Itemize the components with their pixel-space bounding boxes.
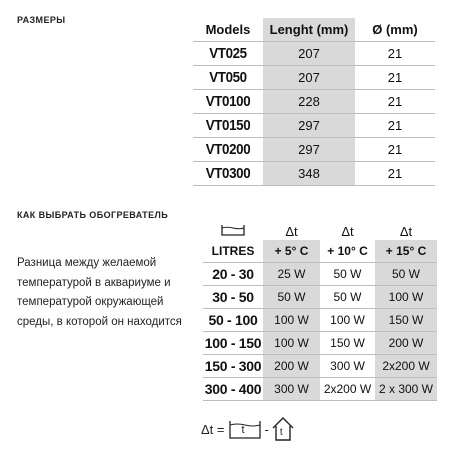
table-row (203, 309, 437, 332)
delta-symbol: Δt (341, 223, 354, 239)
power-cell: 100 W (263, 332, 320, 355)
power-cell: 150 W (320, 332, 375, 355)
model-cell: VT025 (196, 42, 260, 66)
length-cell: 297 (263, 114, 355, 138)
table-row (203, 378, 437, 401)
length-cell: 207 (263, 66, 355, 90)
litres-cell: 50 - 100 (203, 309, 263, 332)
delta-symbol: Δt (399, 223, 413, 239)
litres-cell: 20 - 30 (203, 263, 263, 286)
delta-formula (201, 414, 297, 444)
power-cell: 50 W (320, 286, 375, 309)
power-cell: 100 W (263, 309, 320, 332)
diameter-cell: 21 (355, 66, 435, 90)
tank-icon (203, 222, 263, 240)
litres-cell: 300 - 400 (203, 378, 263, 401)
house-temp-icon (272, 417, 294, 441)
heater-section-title: КАК ВЫБРАТЬ ОБОГРЕВАТЕЛЬ (17, 210, 169, 220)
house-temp-label: t (279, 427, 283, 438)
table-row (203, 332, 437, 355)
litres-cell: 150 - 300 (203, 355, 263, 378)
table-row (203, 263, 437, 286)
length-cell: 228 (263, 90, 355, 114)
length-cell: 348 (263, 162, 355, 186)
table-row (193, 138, 435, 162)
header-diameter: Ø (mm) (355, 18, 435, 42)
power-cell: 100 W (320, 309, 375, 332)
header-plus10: + 10° C (320, 240, 375, 263)
table-row (203, 286, 437, 309)
header-length: Lenght (mm) (263, 18, 355, 42)
power-cell: 300 W (263, 378, 320, 401)
length-cell: 207 (263, 42, 355, 66)
table-row (193, 162, 435, 186)
formula-minus: - (264, 421, 269, 437)
table-row (193, 66, 435, 90)
litres-cell: 30 - 50 (203, 286, 263, 309)
sizes-header-row (193, 18, 435, 42)
formula-lhs: Δt = (201, 421, 225, 437)
table-row (193, 114, 435, 138)
diameter-cell: 21 (355, 138, 435, 162)
litres-cell: 100 - 150 (203, 332, 263, 355)
delta-symbol: Δt (285, 223, 298, 239)
power-cell: 50 W (375, 263, 437, 286)
heater-header-row (203, 240, 437, 263)
heater-table (203, 222, 437, 401)
model-cell: VT0200 (196, 138, 260, 162)
power-cell: 2 x 300 W (375, 378, 437, 401)
power-cell: 2x200 W (375, 355, 437, 378)
diameter-cell: 21 (355, 90, 435, 114)
model-cell: VT0300 (196, 162, 260, 186)
description-text: Разница между желаемой температурой в аквариуме и температурой окружающей среды, в которой он находится (17, 257, 182, 328)
delta-row (203, 222, 437, 240)
header-plus5: + 5° C (263, 240, 320, 263)
model-cell: VT050 (196, 66, 260, 90)
power-cell: 200 W (263, 355, 320, 378)
sizes-table (193, 18, 435, 186)
tank-temp-icon (228, 418, 262, 440)
model-cell: VT0100 (196, 90, 260, 114)
tank-temp-label: t (241, 424, 245, 436)
diameter-cell: 21 (355, 42, 435, 66)
power-cell: 150 W (375, 309, 437, 332)
header-litres: LITRES (203, 240, 263, 263)
power-cell: 100 W (375, 286, 437, 309)
table-row (193, 42, 435, 66)
power-cell: 200 W (375, 332, 437, 355)
diameter-cell: 21 (355, 162, 435, 186)
table-row (203, 355, 437, 378)
sizes-section-title: РАЗМЕРЫ (17, 15, 66, 25)
power-cell: 50 W (263, 286, 320, 309)
table-row (193, 90, 435, 114)
diameter-cell: 21 (355, 114, 435, 138)
power-cell: 50 W (320, 263, 375, 286)
header-models: Models (193, 18, 263, 42)
model-cell: VT0150 (196, 114, 260, 138)
power-cell: 2x200 W (320, 378, 375, 401)
header-plus15: + 15° C (375, 240, 437, 263)
power-cell: 25 W (263, 263, 320, 286)
power-cell: 300 W (320, 355, 375, 378)
length-cell: 297 (263, 138, 355, 162)
